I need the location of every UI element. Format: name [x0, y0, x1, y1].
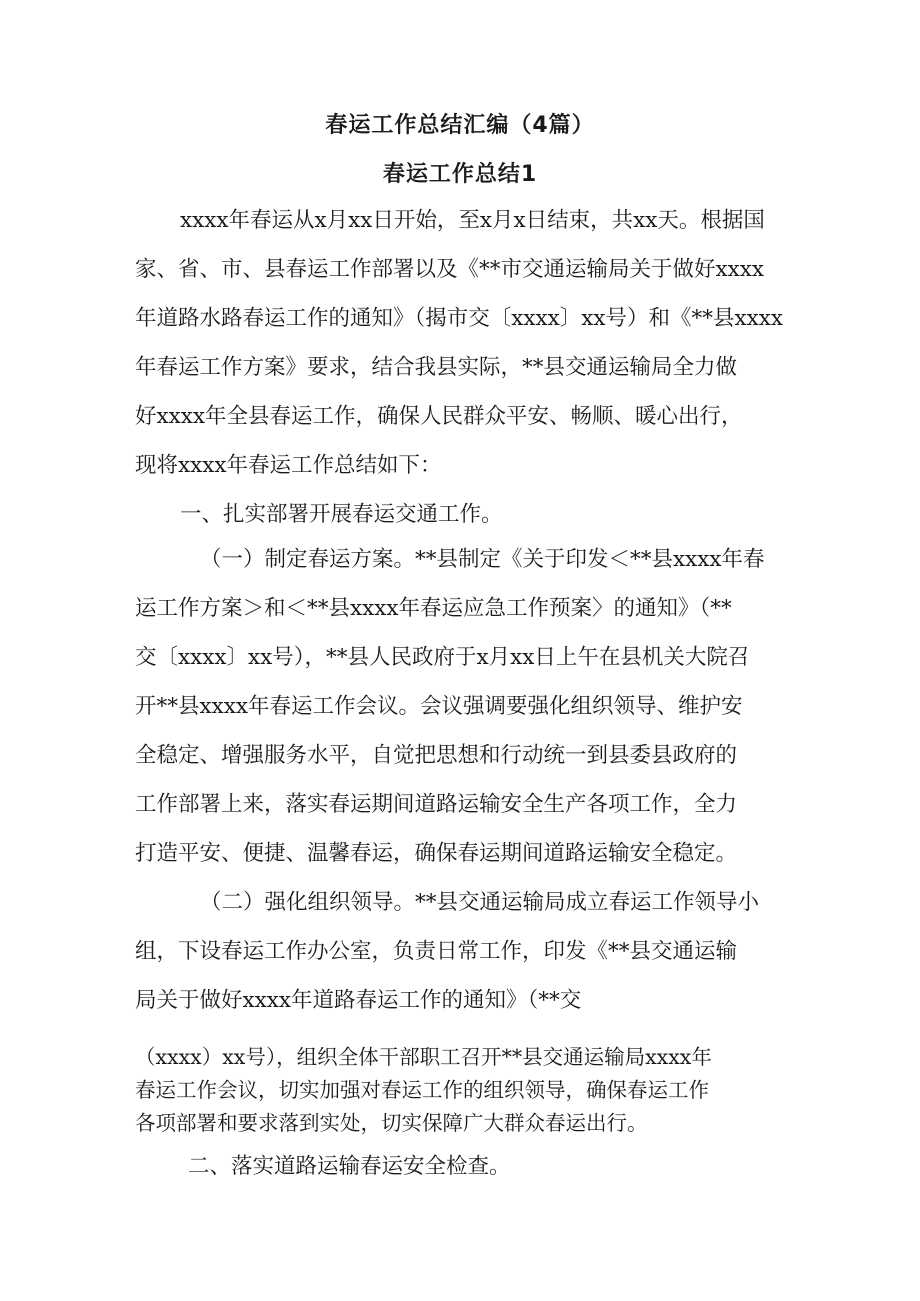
paragraph-line: 年春运工作方案》要求，结合我县实际，**县交通运输局全力做	[135, 355, 738, 380]
section-heading: 二、落实道路运输春运安全检查。	[188, 1154, 511, 1179]
paragraph-line: 年道路水路春运工作的通知》（揭市交〔xxxx〕xx号）和《**县xxxx	[135, 306, 784, 331]
paragraph-line: 交〔xxxx〕xx号），**县人民政府于x月xx日上午在县机关大院召	[135, 645, 750, 670]
paragraph-line: （二）强化组织领导。**县交通运输局成立春运工作领导小	[200, 890, 760, 915]
document-main-title: 春运工作总结汇编（4篇）	[325, 113, 595, 138]
paragraph-line: 局关于做好xxxx年道路春运工作的通知》（**交	[135, 988, 582, 1013]
paragraph-line: 好xxxx年全县春运工作，确保人民群众平安、畅顺、暖心出行，	[135, 404, 743, 429]
paragraph-line: 打造平安、便捷、温馨春运，确保春运期间道路运输安全稳定。	[135, 841, 738, 866]
paragraph-line: 运工作方案＞和＜**县xxxx年春运应急工作预案〉的通知》（**	[135, 596, 732, 621]
paragraph-line: （一）制定春运方案。**县制定《关于印发＜**县xxxx年春	[200, 547, 765, 572]
paragraph-line: 组，下设春运工作办公室，负责日常工作，印发《**县交通运输	[135, 939, 738, 964]
section-heading: 一、扎实部署开展春运交通工作。	[180, 502, 503, 527]
paragraph-line: 春运工作会议，切实加强对春运工作的组织领导，确保春运工作	[135, 1078, 709, 1102]
paragraph-line: 家、省、市、县春运工作部署以及《**市交通运输局关于做好xxxx	[135, 257, 765, 282]
paragraph-line: （xxxx）xx号），组织全体干部职工召开**县交通运输局xxxx年	[135, 1045, 712, 1069]
paragraph-line: 各项部署和要求落到实处，切实保障广大群众春运出行。	[135, 1111, 648, 1135]
document-sub-title: 春运工作总结1	[382, 162, 538, 187]
paragraph-line: 工作部署上来，落实春运期间道路运输安全生产各项工作，全力	[135, 792, 738, 817]
paragraph-line: 全稳定、增强服务水平，自觉把思想和行动统一到县委县政府的	[135, 743, 738, 768]
paragraph-line: xxxx年春运从x月xx日开始，至x月x日结束，共xx天。根据国	[180, 208, 765, 233]
paragraph-line: 开**县xxxx年春运工作会议。会议强调要强化组织领导、维护安	[135, 694, 743, 719]
paragraph-line: 现将xxxx年春运工作总结如下：	[135, 453, 442, 478]
